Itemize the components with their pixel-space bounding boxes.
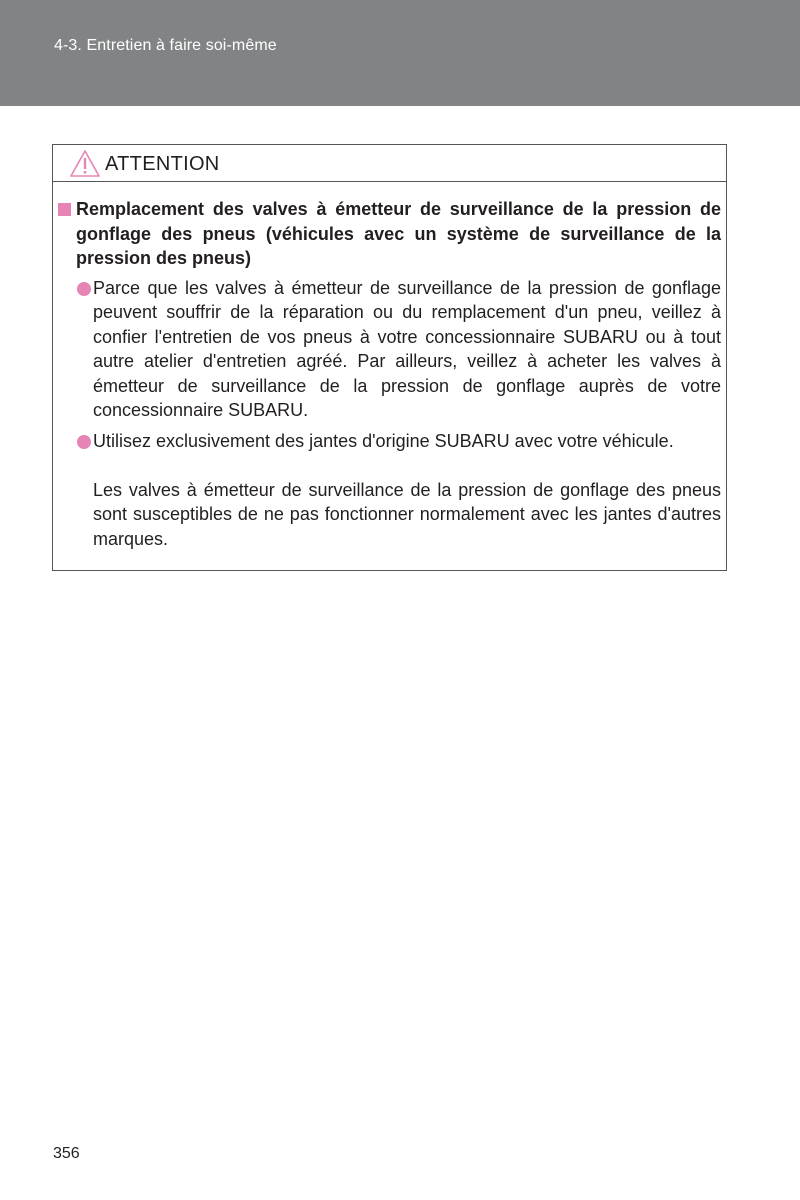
bullet-note-text: Les valves à émetteur de surveillance de la pression de gonflage des pneus sont susceptibles de ne pas fonctionner normalement avec les jantes d'autres marques.: [93, 480, 721, 549]
bullet-text: Parce que les valves à émetteur de surveillance de la pression de gonflage peuvent souffrir de la réparation ou du remplacement d'un pneu, veillez à confier l'entretien de vos pneus à votre concessionnaire SUBARU ou à tout autre atelier d'entretien agréé. Par ailleurs, veillez à acheter les valves à émetteur de surveillance de la pression de gonflage auprès de votre concessionnaire SUBARU.: [93, 278, 721, 421]
bullet-dot: [77, 282, 91, 296]
bullet-dot: [77, 435, 91, 449]
bullet-text: Utilisez exclusivement des jantes d'origine SUBARU avec votre véhicule.: [93, 431, 674, 451]
warning-triangle-icon: [69, 149, 101, 178]
attention-label: ATTENTION: [105, 153, 220, 175]
attention-box: [52, 144, 727, 571]
attention-header: [53, 145, 726, 182]
warning-section-title: Remplacement des valves à émetteur de surveillance de la pression de gonflage des pneus (véhicules avec un système de surveillance de la pression des pneus): [76, 199, 721, 268]
header-bar: [0, 0, 800, 106]
page-number: 356: [53, 1145, 80, 1162]
section-square-marker: [58, 203, 71, 216]
section-title: 4-3. Entretien à faire soi-même: [54, 37, 277, 54]
